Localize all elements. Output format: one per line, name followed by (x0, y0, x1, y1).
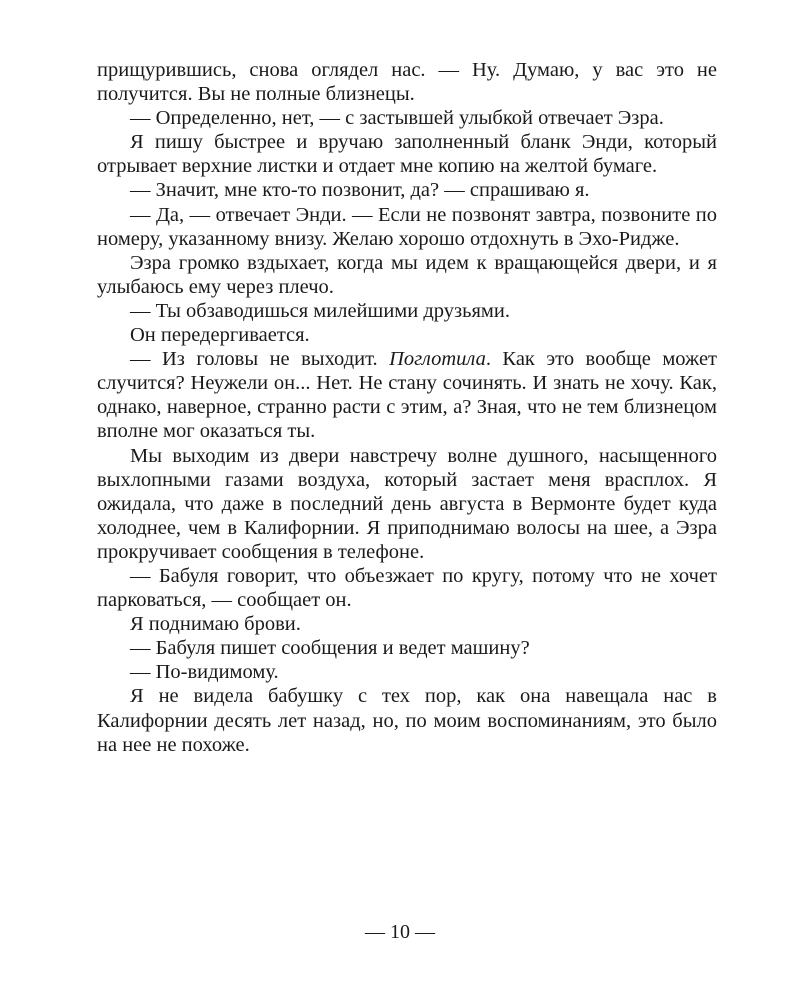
page-number: — 10 — (365, 921, 435, 943)
paragraph-text: . Как это вообще может случится? Неужели он... Нет. Не стану сочинять. И знать не хочу. Как, однако, наверное, странно расти с этим, а? Зная, что не тем близнецом вполне мог оказаться ты. (97, 348, 718, 443)
italic-word: Поглотила (389, 348, 486, 371)
paragraph: Эзра громко вздыхает, когда мы идем к вращающейся двери, и я улыбаюсь ему через плечо. (97, 251, 717, 298)
paragraph-text: — Из головы не выходит. (130, 348, 390, 371)
paragraph: Я пишу быстрее и вручаю заполненный бланк Энди, который отрывает верхние листки и отдает мне копию на желтой бумаге. (97, 131, 717, 178)
paragraph: — Определенно, нет, — с застывшей улыбкой отвечает Эзра. (130, 107, 664, 130)
paragraph: Мы выходим из двери навстречу волне душного, насыщенного выхлопными газами воздуха, который застает меня врасплох. Я ожидала, что даже в последний день августа в Вермонте будет куда холоднее, чем в Калифорнии. Я приподнимаю волосы на шее, а Эзра прокручивает сообщения в телефоне. (97, 444, 717, 563)
page-text (97, 58, 717, 757)
paragraph: — Ты обзаводишься милейшими друзьями. (130, 299, 510, 322)
paragraph: — Да, — отвечает Энди. — Если не позвонят завтра, позвоните по номеру, указанному внизу. Желаю хорошо отдохнуть в Эхо-Ридже. (97, 203, 717, 250)
paragraph: Он передергивается. (130, 324, 310, 347)
paragraph: — Бабуля говорит, что объезжает по кругу, потому что не хочет парковаться, — сообщает он. (97, 564, 717, 612)
paragraph: прищурившись, снова оглядел нас. — Ну. Думаю, у вас это не получится. Вы не полные близнецы. (97, 59, 717, 106)
paragraph (97, 347, 717, 443)
paragraph: — По-видимому. (130, 661, 279, 684)
paragraph: — Значит, мне кто-то позвонит, да? — спрашиваю я. (130, 179, 590, 202)
paragraph: Я не видела бабушку с тех пор, как она навещала нас в Калифорнии десять лет назад, но, по моим воспоминаниям, это было на нее не похоже. (97, 685, 717, 756)
paragraph: Я поднимаю брови. (130, 613, 301, 636)
paragraph: — Бабуля пишет сообщения и ведет машину? (130, 637, 530, 660)
